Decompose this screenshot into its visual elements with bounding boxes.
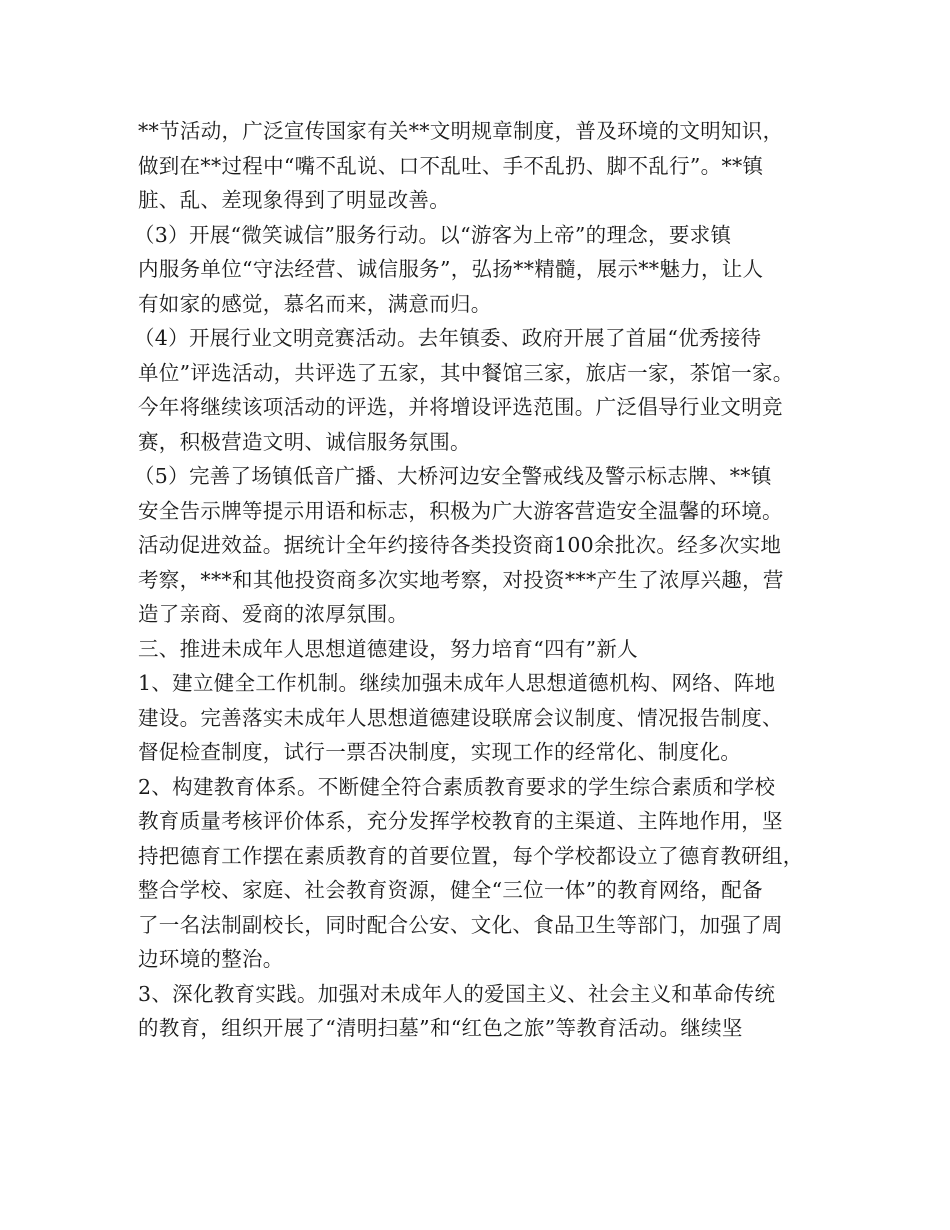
text-line: 1、建立健全工作机制。继续加强未成年人思想道德机构、网络、阵地: [138, 671, 776, 695]
text-line: （3）开展“微笑诚信”服务行动。以“游客为上帝”的理念，要求镇: [134, 222, 732, 247]
text-line: 督促检查制度，试行一票否决制度，实现工作的经常化、制度化。: [138, 740, 742, 764]
text-line: 考察，***和其他投资商多次实地考察，对投资***产生了浓厚兴趣，营: [138, 567, 784, 592]
text-line: 有如家的感觉，慕名而来，满意而归。: [138, 291, 492, 316]
text-line: 内服务单位“守法经营、诚信服务”，弘扬**精髓，展示**魅力，让人: [138, 257, 764, 281]
text-line: **节活动，广泛宣传国家有关**文明规章制度，普及环境的文明知识，: [138, 119, 784, 143]
document-body: [134, 114, 828, 1046]
text-line: 2、构建教育体系。不断健全符合素质教育要求的学生综合素质和学校: [138, 774, 776, 799]
text-line: （4）开展行业文明竞赛活动。去年镇委、政府开展了首届“优秀接待: [134, 326, 762, 350]
text-line: 3、深化教育实践。加强对未成年人的爱国主义、社会主义和革命传统: [138, 981, 776, 1006]
text-line: 做到在**过程中“嘴不乱说、口不乱吐、手不乱扔、脚不乱行”。**镇: [138, 153, 764, 178]
text-line: 安全告示牌等提示用语和标志，积极为广大游客营造安全温馨的环境。: [138, 498, 783, 523]
text-line: 赛，积极营造文明、诚信服务氛围。: [138, 429, 471, 454]
text-line: 活动促进效益。据统计全年约接待各类投资商100余批次。经多次实地: [138, 533, 782, 557]
text-line: 今年将继续该项活动的评选，并将增设评选范围。广泛倡导行业文明竞: [138, 395, 783, 419]
text-line: 建设。完善落实未成年人思想道德建设联席会议制度、情况报告制度、: [138, 705, 783, 730]
text-line: 整合学校、家庭、社会教育资源，健全“三位一体”的教育网络，配备: [138, 878, 763, 902]
text-line: 教育质量考核评价体系，充分发挥学校教育的主渠道、主阵地作用，坚: [138, 809, 783, 833]
text-line: 了一名法制副校长，同时配合公安、文化、食品卫生等部门，加强了周: [138, 912, 783, 937]
section-heading: 三、推进未成年人思想道德建设，努力培育“四有”新人: [138, 636, 638, 661]
text-line: 单位”评选活动，共评选了五家，其中餐馆三家，旅店一家，茶馆一家。: [138, 360, 794, 385]
text-line: 边环境的整治。: [138, 947, 284, 971]
text-line: 造了亲商、爱商的浓厚氛围。: [138, 602, 409, 626]
text-line: 的教育，组织开展了“清明扫墓”和“红色之旅”等教育活动。继续坚: [138, 1016, 743, 1040]
text-line: （5）完善了场镇低音广播、大桥河边安全警戒线及警示标志牌、**镇: [134, 464, 772, 488]
text-line: 脏、乱、差现象得到了明显改善。: [138, 188, 450, 212]
text-line: 持把德育工作摆在素质教育的首要位置，每个学校都设立了德育教研组，: [138, 843, 804, 868]
